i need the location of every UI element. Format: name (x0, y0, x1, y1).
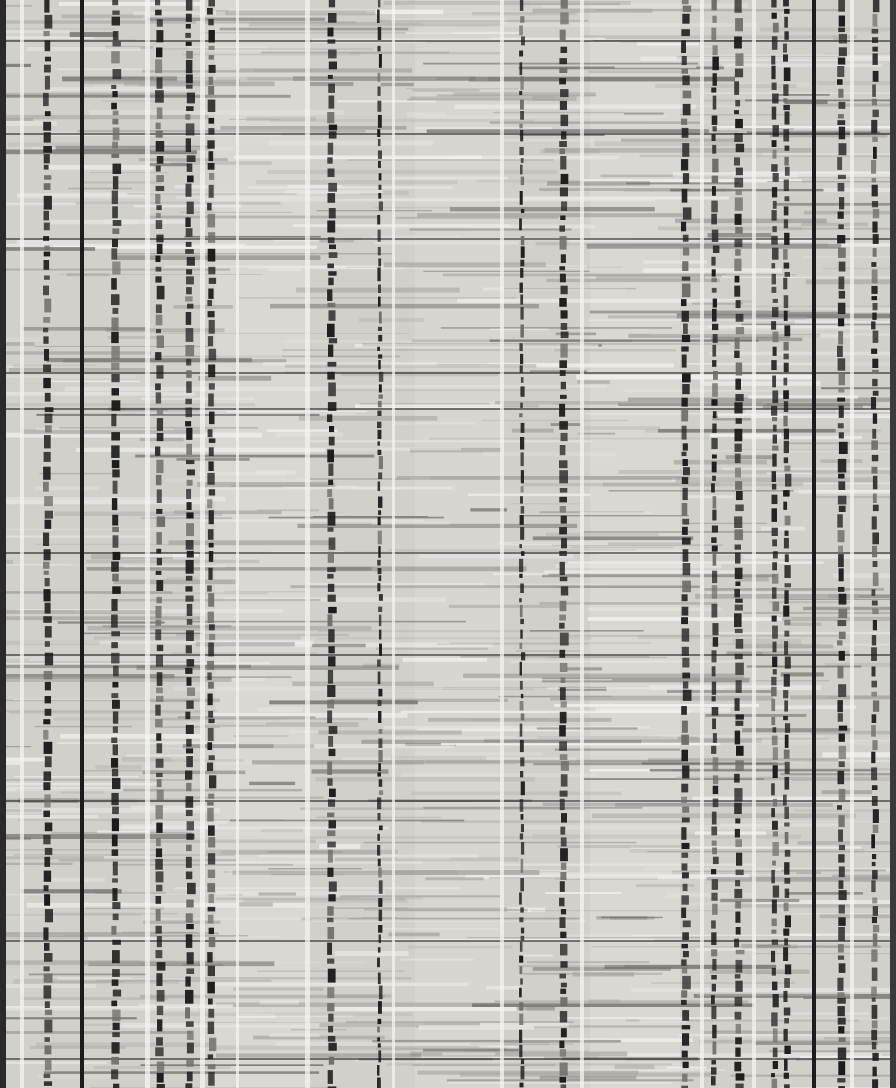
right-edge (890, 0, 896, 1088)
left-edge (0, 0, 6, 1088)
